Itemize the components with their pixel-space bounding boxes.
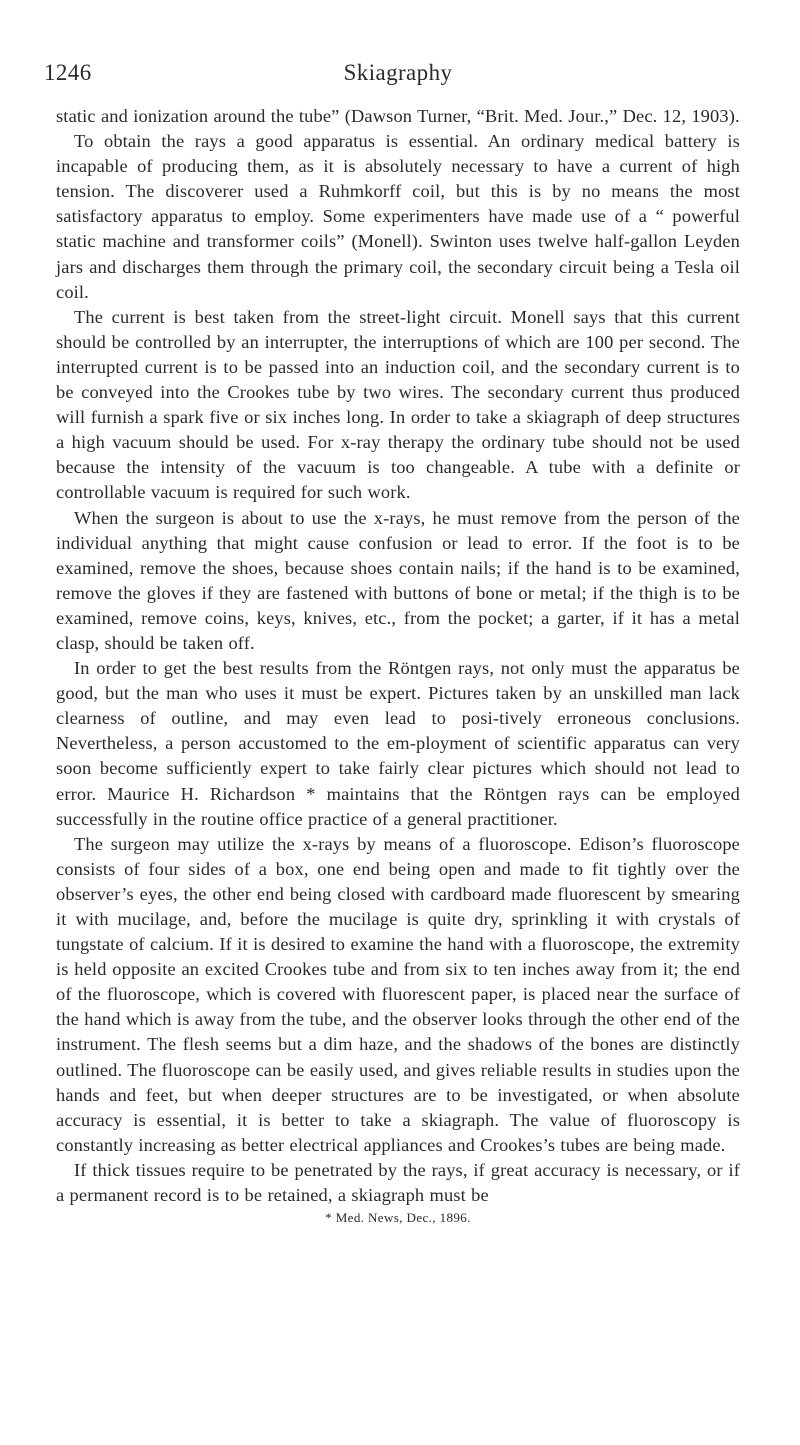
- paragraph-current: The current is best taken from the street-light circuit. Monell says that this current should be controlled by an interrupter, the interruptions of which are 100 per second. The interrupted current is to be passed into an induction coil, and the secondary current is to be conveyed into the Crookes tube by two wires. The secondary current thus produced will furnish a spark five or six inches long. In order to take a skiagraph of deep structures a high vacuum should be used. For x-ray therapy the ordinary tube should not be used because the intensity of the vacuum is too changeable. A tube with a definite or controllable vacuum is required for such work.: [56, 306, 740, 503]
- running-head: [44, 60, 740, 94]
- paragraph-skiagraph: If thick tissues require to be penetrated by the rays, if great accuracy is necessary, or if a permanent record is to be retained, a skiagraph must be: [56, 1159, 740, 1206]
- chapter-title: Skiagraphy: [343, 60, 453, 85]
- paragraph-preparation: When the surgeon is about to use the x-rays, he must remove from the person of the individual anything that might cause confusion or lead to error. If the foot is to be examined, remove the shoes, because shoes contain nails; if the hand is to be examined, remove the gloves if they are fastened with buttons of bone or metal; if the thigh is to be examined, remove coins, keys, knives, etc., from the pocket; a garter, if it has a metal clasp, should be taken off.: [56, 507, 740, 653]
- book-page: [44, 60, 740, 1226]
- paragraph-expertise: In order to get the best results from the Röntgen rays, not only must the apparatus be good, but the man who uses it must be expert. Pictures taken by an unskilled man lack clearness of outline, and may even lead to posi-tively erroneous conclusions. Nevertheless, a person accustomed to the em-ployment of scientific apparatus can very soon become sufficiently expert to take fairly clear pictures which should not lead to error. Maurice H. Richardson * maintains that the Röntgen rays can be employed successfully in the routine office practice of a general practitioner.: [56, 658, 740, 829]
- footnote: * Med. News, Dec., 1896.: [325, 1210, 471, 1226]
- paragraph-continuation: static and ionization around the tube” (Dawson Turner, “Brit. Med. Jour.,” Dec. 12, 1903).: [56, 106, 740, 126]
- page-number: 1246: [44, 60, 92, 85]
- paragraph-fluoroscope: The surgeon may utilize the x-rays by means of a fluoroscope. Edison’s fluoroscope consists of four sides of a box, one end being open and made to fit tightly over the observer’s eyes, the other end being closed with cardboard made fluorescent by smearing it with mucilage, and, before the mucilage is quite dry, sprinkling it with crystals of tungstate of calcium. If it is desired to examine the hand with a fluoroscope, the extremity is held opposite an excited Crookes tube and from six to ten inches away from it; the end of the fluoroscope, which is covered with fluorescent paper, is placed near the surface of the hand which is away from the tube, and the observer looks through the other end of the instrument. The flesh seems but a dim haze, and the shadows of the bones are distinctly outlined. The fluoroscope can be easily used, and gives reliable results in studies upon the hands and feet, but when deeper structures are to be investigated, or when absolute accuracy is essential, it is better to take a skiagraph. The value of fluoroscopy is constantly increasing as better electrical appliances and Crookes’s tubes are being made.: [56, 833, 740, 1155]
- body-text: [56, 104, 740, 1208]
- paragraph-apparatus: To obtain the rays a good apparatus is essential. An ordinary medical battery is incapable of producing them, as it is absolutely necessary to have a current of high tension. The discoverer used a Ruhmkorff coil, but this is by no means the most satisfactory apparatus to employ. Some experimenters have made use of a “ powerful static machine and transformer coils” (Monell). Swinton uses twelve half-gallon Leyden jars and discharges them through the primary coil, the secondary circuit being a Tesla oil coil.: [56, 131, 740, 302]
